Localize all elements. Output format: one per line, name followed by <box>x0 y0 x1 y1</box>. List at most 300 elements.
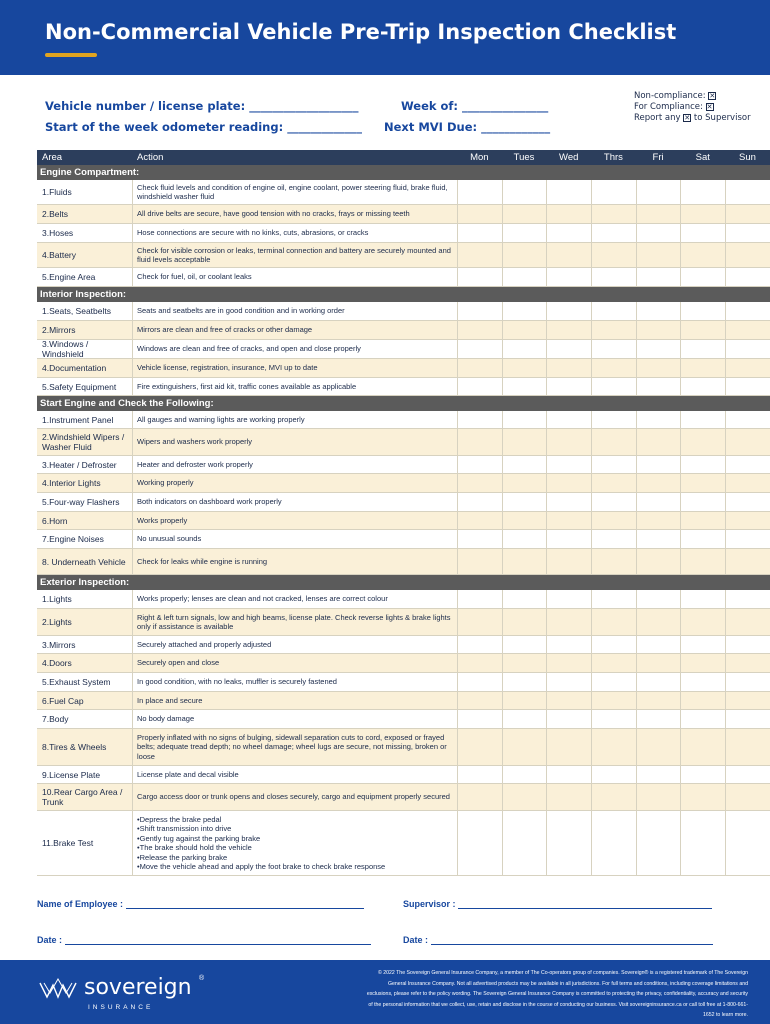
check-cell-tues[interactable] <box>502 590 547 608</box>
check-cell-tues[interactable] <box>502 378 547 395</box>
check-cell-wed[interactable] <box>546 456 591 473</box>
check-cell-fri[interactable] <box>636 729 681 765</box>
check-cell-mon[interactable] <box>457 493 502 511</box>
check-cell-mon[interactable] <box>457 549 502 574</box>
check-cell-wed[interactable] <box>546 636 591 653</box>
check-cell-sat[interactable] <box>680 429 725 455</box>
check-cell-fri[interactable] <box>636 710 681 728</box>
table-row <box>37 411 770 429</box>
check-cell-fri[interactable] <box>636 636 681 653</box>
table-row <box>37 654 770 673</box>
check-cell-thrs[interactable] <box>591 530 636 548</box>
action-text: In place and secure <box>137 695 203 705</box>
check-cell-wed[interactable] <box>546 474 591 492</box>
check-cell-mon[interactable] <box>457 268 502 286</box>
check-cell-tues[interactable] <box>502 512 547 529</box>
check-cell-wed[interactable] <box>546 609 591 635</box>
action-cell <box>132 243 457 267</box>
area-cell <box>37 654 132 672</box>
action-text: All drive belts are secure, have good tension with no cracks, frays or missing teeth <box>137 209 410 219</box>
check-cell-sun[interactable] <box>725 243 770 267</box>
check-cell-sat[interactable] <box>680 512 725 529</box>
check-cell-wed[interactable] <box>546 784 591 810</box>
supervisor-date-blank[interactable] <box>431 936 713 945</box>
check-cell-wed[interactable] <box>546 512 591 529</box>
action-text: No unusual sounds <box>137 534 202 544</box>
check-cell-fri[interactable] <box>636 493 681 511</box>
area-label: 3.Heater / Defroster <box>42 459 117 470</box>
check-cell-wed[interactable] <box>546 321 591 339</box>
area-cell <box>37 243 132 267</box>
check-cell-sun[interactable] <box>725 340 770 358</box>
action-text: Properly inflated with no signs of bulging, sidewall separation cuts to cord, exposed or frayed belts; adequate tread depth; no wheel damage; wheel lugs are secure, not missing, broken or loose <box>137 732 447 761</box>
action-text: Windows are clean and free of cracks, and open and close properly <box>137 344 361 354</box>
check-cell-tues[interactable] <box>502 456 547 473</box>
check-cell-tues[interactable] <box>502 530 547 548</box>
action-cell <box>132 710 457 728</box>
action-cell <box>132 321 457 339</box>
check-cell-tues[interactable] <box>502 411 547 428</box>
check-cell-sat[interactable] <box>680 784 725 810</box>
action-cell <box>132 474 457 492</box>
check-cell-mon[interactable] <box>457 530 502 548</box>
check-cell-wed[interactable] <box>546 378 591 395</box>
check-cell-sun[interactable] <box>725 493 770 511</box>
check-cell-tues[interactable] <box>502 340 547 358</box>
area-label: 2.Windshield Wipers / Washer Fluid <box>42 432 125 452</box>
check-cell-wed[interactable] <box>546 411 591 428</box>
check-cell-mon[interactable] <box>457 636 502 653</box>
check-cell-mon[interactable] <box>457 243 502 267</box>
check-cell-thrs[interactable] <box>591 302 636 320</box>
check-cell-fri[interactable] <box>636 224 681 242</box>
check-cell-sat[interactable] <box>680 411 725 428</box>
check-cell-sat[interactable] <box>680 654 725 672</box>
check-cell-wed[interactable] <box>546 654 591 672</box>
check-cell-thrs[interactable] <box>591 729 636 765</box>
check-cell-wed[interactable] <box>546 243 591 267</box>
check-cell-fri[interactable] <box>636 268 681 286</box>
area-cell <box>37 530 132 548</box>
check-cell-thrs[interactable] <box>591 359 636 377</box>
check-cell-wed[interactable] <box>546 429 591 455</box>
area-cell <box>37 268 132 286</box>
check-cell-sun[interactable] <box>725 268 770 286</box>
area-cell <box>37 474 132 492</box>
check-cell-fri[interactable] <box>636 673 681 691</box>
check-cell-tues[interactable] <box>502 359 547 377</box>
area-cell <box>37 784 132 810</box>
check-cell-sun[interactable] <box>725 378 770 395</box>
check-cell-thrs[interactable] <box>591 180 636 204</box>
check-cell-sun[interactable] <box>725 474 770 492</box>
table-row <box>37 378 770 396</box>
check-cell-thrs[interactable] <box>591 243 636 267</box>
check-cell-mon[interactable] <box>457 205 502 223</box>
check-cell-thrs[interactable] <box>591 811 636 875</box>
check-cell-wed[interactable] <box>546 268 591 286</box>
check-cell-sat[interactable] <box>680 224 725 242</box>
week-of-field[interactable]: Week of: _______________ <box>401 99 549 113</box>
area-cell <box>37 359 132 377</box>
check-cell-sat[interactable] <box>680 474 725 492</box>
check-cell-sat[interactable] <box>680 549 725 574</box>
check-cell-fri[interactable] <box>636 411 681 428</box>
area-cell <box>37 766 132 783</box>
sovereign-logo <box>38 975 205 1011</box>
check-cell-sun[interactable] <box>725 636 770 653</box>
title-banner <box>0 0 770 75</box>
check-cell-sat[interactable] <box>680 636 725 653</box>
action-cell <box>132 411 457 428</box>
employee-signature-line[interactable]: Name of Employee : <box>37 899 364 909</box>
action-cell <box>132 729 457 765</box>
check-cell-fri[interactable] <box>636 609 681 635</box>
check-cell-fri[interactable] <box>636 378 681 395</box>
check-cell-sat[interactable] <box>680 609 725 635</box>
action-cell <box>132 493 457 511</box>
check-cell-fri[interactable] <box>636 205 681 223</box>
box-icon: ✕ <box>684 113 691 122</box>
check-cell-sat[interactable] <box>680 456 725 473</box>
check-cell-tues[interactable] <box>502 692 547 709</box>
check-cell-tues[interactable] <box>502 784 547 810</box>
check-cell-mon[interactable] <box>457 710 502 728</box>
check-cell-tues[interactable] <box>502 729 547 765</box>
header-tues: Tues <box>513 152 535 163</box>
supervisor-date-line[interactable]: Date : <box>403 935 713 945</box>
check-cell-fri[interactable] <box>636 590 681 608</box>
check-cell-fri[interactable] <box>636 456 681 473</box>
check-cell-thrs[interactable] <box>591 673 636 691</box>
check-cell-sat[interactable] <box>680 243 725 267</box>
check-cell-mon[interactable] <box>457 654 502 672</box>
check-cell-sat[interactable] <box>680 321 725 339</box>
check-cell-sun[interactable] <box>725 180 770 204</box>
check-cell-wed[interactable] <box>546 673 591 691</box>
check-cell-sun[interactable] <box>725 609 770 635</box>
check-cell-tues[interactable] <box>502 609 547 635</box>
check-cell-mon[interactable] <box>457 429 502 455</box>
check-cell-sat[interactable] <box>680 811 725 875</box>
check-cell-sun[interactable] <box>725 729 770 765</box>
action-cell <box>132 530 457 548</box>
area-cell <box>37 710 132 728</box>
action-cell <box>132 692 457 709</box>
action-text: Check for leaks while engine is running <box>137 556 268 566</box>
check-cell-mon[interactable] <box>457 766 502 783</box>
table-row <box>37 692 770 710</box>
check-cell-thrs[interactable] <box>591 692 636 709</box>
check-cell-sun[interactable] <box>725 766 770 783</box>
check-cell-tues[interactable] <box>502 766 547 783</box>
check-cell-fri[interactable] <box>636 429 681 455</box>
table-row <box>37 766 770 784</box>
table-row <box>37 811 770 876</box>
check-cell-sun[interactable] <box>725 549 770 574</box>
area-label: 2.Lights <box>42 617 72 627</box>
page-title: Non-Commercial Vehicle Pre-Trip Inspection Checklist <box>45 20 677 44</box>
check-cell-tues[interactable] <box>502 493 547 511</box>
vehicle-number-field[interactable]: Vehicle number / license plate: ___________________ <box>45 99 359 113</box>
check-cell-wed[interactable] <box>546 692 591 709</box>
check-cell-thrs[interactable] <box>591 378 636 395</box>
check-cell-sun[interactable] <box>725 710 770 728</box>
check-cell-thrs[interactable] <box>591 710 636 728</box>
check-cell-mon[interactable] <box>457 474 502 492</box>
check-cell-fri[interactable] <box>636 692 681 709</box>
check-cell-thrs[interactable] <box>591 321 636 339</box>
check-cell-wed[interactable] <box>546 710 591 728</box>
check-cell-sun[interactable] <box>725 302 770 320</box>
check-cell-thrs[interactable] <box>591 636 636 653</box>
check-cell-tues[interactable] <box>502 673 547 691</box>
check-cell-sat[interactable] <box>680 359 725 377</box>
section-header: Interior Inspection: <box>37 287 770 302</box>
check-cell-sat[interactable] <box>680 673 725 691</box>
box-icon: ✕ <box>706 102 713 111</box>
check-cell-wed[interactable] <box>546 549 591 574</box>
header-fri: Fri <box>652 152 664 163</box>
check-cell-sat[interactable] <box>680 692 725 709</box>
table-row <box>37 512 770 530</box>
check-cell-thrs[interactable] <box>591 411 636 428</box>
check-cell-fri[interactable] <box>636 340 681 358</box>
check-cell-sun[interactable] <box>725 429 770 455</box>
action-text: Securely open and close <box>137 658 220 668</box>
action-text: Mirrors are clean and free of cracks or other damage <box>137 325 313 335</box>
check-cell-wed[interactable] <box>546 590 591 608</box>
check-cell-tues[interactable] <box>502 205 547 223</box>
check-cell-mon[interactable] <box>457 609 502 635</box>
check-cell-sat[interactable] <box>680 710 725 728</box>
mvi-due-field[interactable]: Next MVI Due: ____________ <box>384 120 551 134</box>
check-cell-wed[interactable] <box>546 811 591 875</box>
table-row <box>37 321 770 340</box>
check-cell-tues[interactable] <box>502 710 547 728</box>
area-label: 8.Tires & Wheels <box>42 742 107 752</box>
check-cell-wed[interactable] <box>546 180 591 204</box>
check-cell-tues[interactable] <box>502 224 547 242</box>
check-cell-thrs[interactable] <box>591 429 636 455</box>
check-cell-fri[interactable] <box>636 359 681 377</box>
check-cell-thrs[interactable] <box>591 512 636 529</box>
check-cell-wed[interactable] <box>546 205 591 223</box>
brake-test-steps <box>137 815 385 872</box>
check-cell-thrs[interactable] <box>591 609 636 635</box>
area-cell <box>37 378 132 395</box>
action-text: Hose connections are secure with no kinks, cuts, abrasions, or cracks <box>137 228 369 238</box>
area-label: 4.Interior Lights <box>42 478 101 488</box>
check-cell-wed[interactable] <box>546 530 591 548</box>
check-cell-mon[interactable] <box>457 784 502 810</box>
check-cell-sun[interactable] <box>725 590 770 608</box>
check-cell-thrs[interactable] <box>591 456 636 473</box>
check-cell-fri[interactable] <box>636 549 681 574</box>
employee-name-blank[interactable] <box>126 900 364 909</box>
action-cell <box>132 224 457 242</box>
action-text: Wipers and washers work properly <box>137 437 253 447</box>
check-cell-tues[interactable] <box>502 180 547 204</box>
check-cell-mon[interactable] <box>457 302 502 320</box>
action-cell <box>132 205 457 223</box>
area-cell <box>37 302 132 320</box>
check-cell-fri[interactable] <box>636 474 681 492</box>
check-cell-sat[interactable] <box>680 729 725 765</box>
area-cell <box>37 549 132 574</box>
check-cell-sun[interactable] <box>725 359 770 377</box>
employee-date-line[interactable]: Date : <box>37 935 371 945</box>
check-cell-fri[interactable] <box>636 811 681 875</box>
check-cell-tues[interactable] <box>502 474 547 492</box>
check-cell-sun[interactable] <box>725 456 770 473</box>
check-cell-sun[interactable] <box>725 411 770 428</box>
check-cell-thrs[interactable] <box>591 493 636 511</box>
check-cell-mon[interactable] <box>457 456 502 473</box>
check-cell-thrs[interactable] <box>591 784 636 810</box>
check-cell-sat[interactable] <box>680 530 725 548</box>
check-cell-fri[interactable] <box>636 784 681 810</box>
header-wed: Wed <box>559 152 579 163</box>
check-cell-fri[interactable] <box>636 766 681 783</box>
check-cell-sun[interactable] <box>725 205 770 223</box>
check-cell-mon[interactable] <box>457 378 502 395</box>
check-cell-sun[interactable] <box>725 692 770 709</box>
check-cell-thrs[interactable] <box>591 340 636 358</box>
check-cell-fri[interactable] <box>636 302 681 320</box>
action-text: Check for visible corrosion or leaks, terminal connection and battery are securely mounted and fluid levels acceptable <box>137 245 451 264</box>
check-cell-mon[interactable] <box>457 340 502 358</box>
check-cell-wed[interactable] <box>546 224 591 242</box>
area-cell <box>37 636 132 653</box>
action-cell <box>132 378 457 395</box>
check-cell-sat[interactable] <box>680 302 725 320</box>
check-cell-mon[interactable] <box>457 321 502 339</box>
check-cell-sat[interactable] <box>680 205 725 223</box>
check-cell-thrs[interactable] <box>591 268 636 286</box>
check-cell-fri[interactable] <box>636 321 681 339</box>
action-text: Right & left turn signals, low and high beams, license plate. Check reverse lights & brake lights only if assistance is available <box>137 612 451 631</box>
check-cell-thrs[interactable] <box>591 205 636 223</box>
check-cell-wed[interactable] <box>546 359 591 377</box>
check-cell-sun[interactable] <box>725 530 770 548</box>
odometer-field[interactable]: Start of the week odometer reading: _____________ <box>45 120 362 134</box>
check-cell-tues[interactable] <box>502 268 547 286</box>
check-cell-mon[interactable] <box>457 811 502 875</box>
table-row <box>37 549 770 575</box>
check-cell-thrs[interactable] <box>591 766 636 783</box>
check-cell-wed[interactable] <box>546 729 591 765</box>
area-cell <box>37 512 132 529</box>
check-cell-sat[interactable] <box>680 590 725 608</box>
check-cell-fri[interactable] <box>636 654 681 672</box>
check-cell-mon[interactable] <box>457 729 502 765</box>
table-row <box>37 224 770 243</box>
footer-banner <box>0 960 770 1024</box>
check-cell-tues[interactable] <box>502 302 547 320</box>
check-cell-wed[interactable] <box>546 302 591 320</box>
check-cell-sun[interactable] <box>725 673 770 691</box>
check-cell-wed[interactable] <box>546 340 591 358</box>
check-cell-sat[interactable] <box>680 766 725 783</box>
check-cell-tues[interactable] <box>502 636 547 653</box>
check-cell-mon[interactable] <box>457 224 502 242</box>
check-cell-sun[interactable] <box>725 811 770 875</box>
check-cell-tues[interactable] <box>502 654 547 672</box>
check-cell-sat[interactable] <box>680 340 725 358</box>
header-mon: Mon <box>470 152 489 163</box>
supervisor-signature-line[interactable]: Supervisor : <box>403 899 712 909</box>
check-cell-fri[interactable] <box>636 243 681 267</box>
check-cell-thrs[interactable] <box>591 224 636 242</box>
box-icon: ✕ <box>709 91 716 100</box>
check-cell-thrs[interactable] <box>591 590 636 608</box>
list-item: • Gently tug against the parking brake <box>137 834 385 844</box>
check-cell-sun[interactable] <box>725 224 770 242</box>
check-cell-thrs[interactable] <box>591 549 636 574</box>
supervisor-name-blank[interactable] <box>458 900 712 909</box>
check-cell-tues[interactable] <box>502 321 547 339</box>
check-cell-tues[interactable] <box>502 549 547 574</box>
table-row <box>37 590 770 609</box>
check-cell-sun[interactable] <box>725 654 770 672</box>
action-text: All gauges and warning lights are working properly <box>137 414 305 424</box>
table-row <box>37 673 770 692</box>
check-cell-mon[interactable] <box>457 411 502 428</box>
header-sun: Sun <box>739 152 756 163</box>
table-row <box>37 493 770 512</box>
check-cell-mon[interactable] <box>457 180 502 204</box>
check-cell-tues[interactable] <box>502 811 547 875</box>
area-label: 6.Horn <box>42 515 68 526</box>
action-text: No body damage <box>137 714 195 724</box>
area-cell <box>37 429 132 455</box>
check-cell-fri[interactable] <box>636 530 681 548</box>
check-cell-sun[interactable] <box>725 321 770 339</box>
area-label: 5.Engine Area <box>42 272 96 282</box>
table-row <box>37 609 770 636</box>
check-cell-sat[interactable] <box>680 268 725 286</box>
check-cell-tues[interactable] <box>502 429 547 455</box>
area-label: 4.Documentation <box>42 363 107 373</box>
check-cell-sun[interactable] <box>725 512 770 529</box>
check-cell-sat[interactable] <box>680 493 725 511</box>
check-cell-wed[interactable] <box>546 493 591 511</box>
check-cell-sat[interactable] <box>680 180 725 204</box>
check-cell-thrs[interactable] <box>591 474 636 492</box>
check-cell-wed[interactable] <box>546 766 591 783</box>
title-accent-bar <box>45 53 97 57</box>
header-area: Area <box>42 152 63 163</box>
check-cell-mon[interactable] <box>457 512 502 529</box>
check-cell-mon[interactable] <box>457 359 502 377</box>
area-label: 3.Hoses <box>42 228 74 238</box>
action-text: Working properly <box>137 478 194 488</box>
employee-date-blank[interactable] <box>65 936 371 945</box>
crown-icon <box>38 975 78 1001</box>
check-cell-fri[interactable] <box>636 180 681 204</box>
check-cell-mon[interactable] <box>457 673 502 691</box>
check-cell-fri[interactable] <box>636 512 681 529</box>
check-cell-tues[interactable] <box>502 243 547 267</box>
check-cell-mon[interactable] <box>457 692 502 709</box>
check-cell-thrs[interactable] <box>591 654 636 672</box>
check-cell-sun[interactable] <box>725 784 770 810</box>
check-cell-mon[interactable] <box>457 590 502 608</box>
check-cell-sat[interactable] <box>680 378 725 395</box>
section-header: Start Engine and Check the Following: <box>37 396 770 411</box>
table-row <box>37 302 770 321</box>
